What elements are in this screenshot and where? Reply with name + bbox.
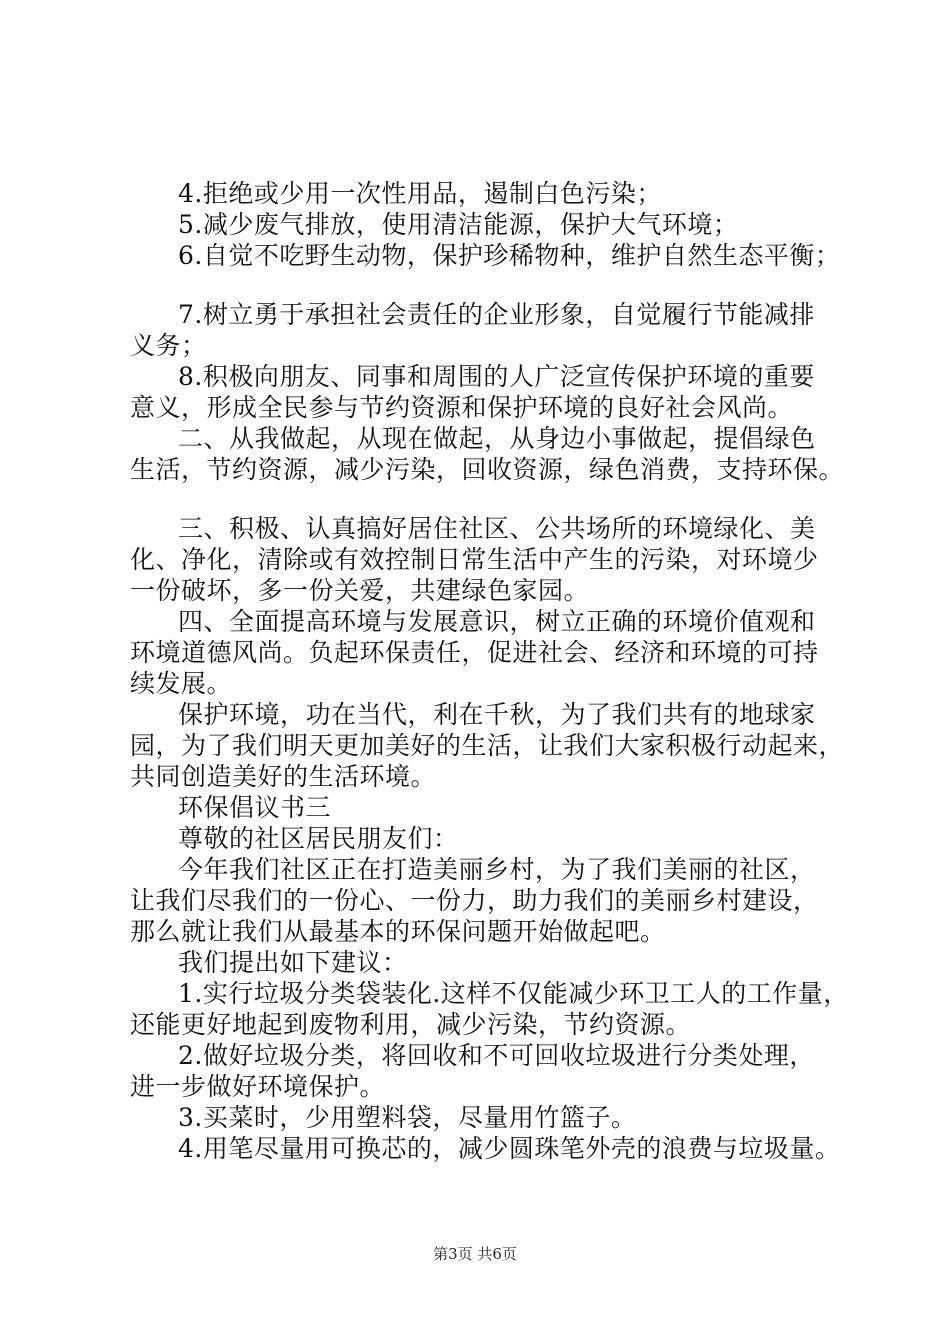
text-line: 7.树立勇于承担社会责任的企业形象，自觉履行节能减排 [178,300,815,329]
text-line: 共同创造美好的生活环境。 [130,762,437,791]
text-line: 6.自觉不吃野生动物，保护珍稀物种，维护自然生态平衡； [178,241,841,270]
text-line: 化、净化，清除或有效控制日常生活中产生的污染，对环境少 [130,545,819,574]
text-line: 续发展。 [130,669,233,698]
text-line: 4.拒绝或少用一次性用品，遏制白色污染； [178,179,662,208]
text-line: 4.用笔尽量用可换芯的，减少圆珠笔外壳的浪费与垃圾量。 [178,1134,841,1163]
salutation: 尊敬的社区居民朋友们： [178,824,459,853]
text-line: 二、从我做起，从现在做起，从身边小事做起，提倡绿色 [178,424,816,453]
text-line: 我们提出如下建议： [178,948,408,977]
text-line: 一份破坏，多一份关爱，共建绿色家园。 [130,576,590,605]
text-line: 保护环境，功在当代，利在千秋，为了我们共有的地球家 [178,700,816,729]
text-line: 那么就让我们从最基本的环保问题开始做起吧。 [130,917,666,946]
text-line: 5.减少废气排放，使用清洁能源，保护大气环境； [178,210,739,239]
text-line: 1.实行垃圾分类袋装化.这样不仅能减少环卫工人的工作量， [178,979,849,1008]
text-line: 2.做好垃圾分类，将回收和不可回收垃圾进行分类处理， [178,1041,815,1070]
text-line: 让我们尽我们的一份心、一份力，助力我们的美丽乡村建设， [130,886,819,915]
page-number-footer: 第3页 共6页 [433,1245,517,1263]
text-line: 义务； [130,331,207,360]
text-line: 进一步做好环境保护。 [130,1072,386,1101]
text-line: 四、全面提高环境与发展意识，树立正确的环境价值观和 [178,607,816,636]
text-line: 三、积极、认真搞好居住社区、公共场所的环境绿化、美 [178,514,816,543]
text-line: 3.买菜时，少用塑料袋，尽量用竹篮子。 [178,1103,637,1132]
text-line: 环境道德风尚。负起环保责任，促进社会、经济和环境的可持 [130,638,819,667]
text-line: 8.积极向朋友、同事和周围的人广泛宣传保护环境的重要 [178,362,815,391]
text-line: 生活，节约资源，减少污染，回收资源，绿色消费，支持环保。 [130,455,845,484]
text-line: 还能更好地起到废物利用，减少污染，节约资源。 [130,1010,692,1039]
text-line: 园，为了我们明天更加美好的生活，让我们大家积极行动起来， [130,731,845,760]
text-line: 今年我们社区正在打造美丽乡村，为了我们美丽的社区， [178,855,816,884]
text-line: 意义，形成全民参与节约资源和保护环境的良好社会风尚。 [130,393,794,422]
section-heading: 环保倡议书三 [178,793,332,822]
